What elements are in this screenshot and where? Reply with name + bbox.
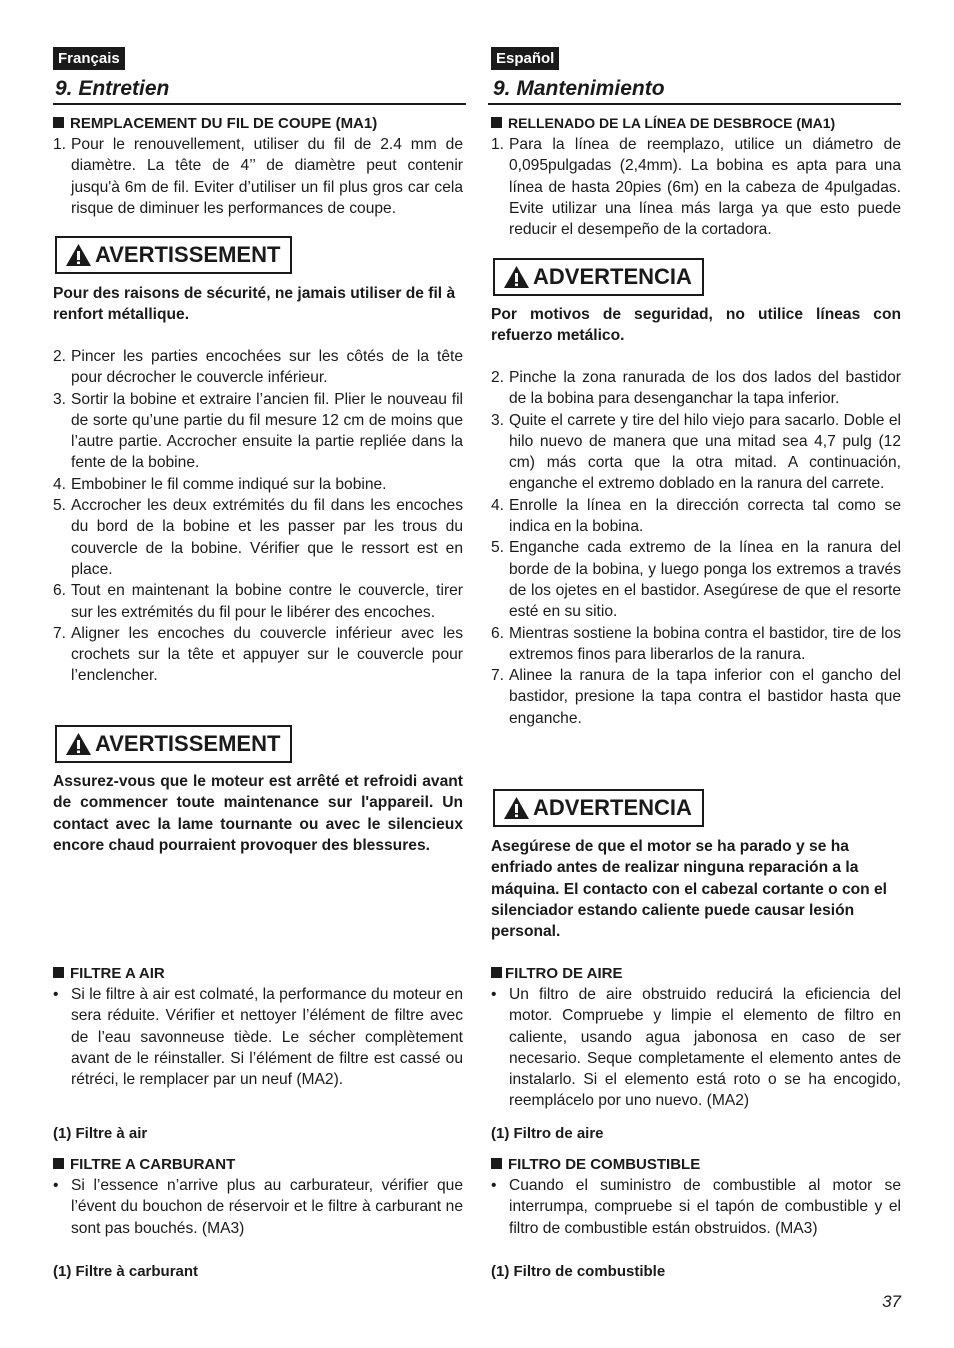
page-number: 37 [882,1292,901,1311]
warning-box: ADVERTENCIA [493,789,704,827]
line-replacement-section [53,113,463,219]
square-bullet-icon [491,1158,502,1169]
warning-triangle-icon [65,243,92,267]
step-1: 1. Pour le renouvellement, utiliser du fil de 2.4 mm de diamètre. La tête de 4’’ de diamètre peut contenir jusqu'à 6m de fil. Eviter d’utiliser un fil plus gros car cela risque de diminuer les performances de coupe. [53,136,463,217]
figure-caption: (1) Filtro de combustible [491,1263,666,1280]
step-5: 5. Accrocher les deux extrémités du fil dans les encoches du bord de la bobine et les passer par les trous du couvercle de la bobine. Vérifier que le ressort est en place. [53,497,463,578]
square-bullet-icon [53,967,64,978]
figure-caption: (1) Filtro de aire [491,1125,604,1142]
warning-triangle-icon [503,796,530,820]
section-heading: FILTRO DE AIRE [491,963,901,984]
language-tab: Español [491,47,559,70]
warning-text: Por motivos de seguridad, no utilice líneas con refuerzo metálico. [491,306,901,345]
warning-box: AVERTISSEMENT [55,725,292,763]
square-bullet-icon [53,117,64,128]
square-bullet-icon [53,1158,64,1169]
bullet-item: • Cuando el suministro de combustible al motor se interrumpa, compruebe si el tapón de combustible y el filtro de combustible están obstruidos. (MA3) [491,1177,901,1237]
air-filter-section [491,963,901,1112]
step-3: 3. Sortir la bobine et extraire l’ancien fil. Plier le nouveau fil de sorte qu’une partie du fil mesure 12 cm de moins que l’autre partie. Accrocher ensuite la partie repliée dans la fente de la bobine. [53,390,463,472]
line-refill-section [491,113,901,240]
step-6: 6. Mientras sostiene la bobina contra el bastidor, tire de los extremos finos para liberarlos de la ranura. [491,624,901,663]
step-7: 7. Aligner les encoches du couvercle inférieur avec les crochets sur la tête et appuyer sur le couvercle pour l’enclencher. [53,624,463,685]
title-rule [488,103,901,105]
language-tab: Français [53,47,125,70]
section-heading: FILTRE A AIR [53,963,463,984]
figure-caption: (1) Filtre à air [53,1125,148,1142]
square-bullet-icon [491,967,502,978]
warning-triangle-icon [503,265,530,289]
bullet-item: • Un filtro de aire obstruido reducirá la eficiencia del motor. Compruebe y limpie el elemento de filtro en caliente, usando agua jabonosa en caso de ser necesario. Seque completamente el elemento antes de instalarlo. Si el elemento está roto o se ha encogido, reemplácelo por uno nuevo. (MA2) [491,986,901,1110]
section-title: 9. Entretien [55,77,170,100]
step-1: 1. Para la línea de reemplazo, utilice un diámetro de 0,095pulgadas (2,4mm). La bobina es apta para una línea de hasta 20pies (6m) en la cabeza de 4pulgadas. Evite utilizar una línea más larga ya que esto puede reducir el desempeño de la cortadora. [491,136,901,239]
bullet-item: • Si le filtre à air est colmaté, la performance du moteur en sera réduite. Vérifier et nettoyer l’élément de filtre avec de l’eau savonneuse tiède. Le sécher complètement avant de le réinstaller. Si l’élément de filtre est cassé ou rétréci, le remplacer par un neuf (MA2). [53,986,463,1089]
air-filter-section [53,963,463,1090]
warning-box: AVERTISSEMENT [55,236,292,274]
warning-text: Asegúrese de que el motor se ha parado y se ha enfriado antes de realizar ninguna reparación a la máquina. El contacto con el cabezal cortante o con el silenciador estando caliente puede causar lesión personal. [491,838,888,941]
section-heading: FILTRO DE COMBUSTIBLE [491,1154,901,1175]
step-2: 2. Pincer les parties encochées sur les côtés de la tête pour décrocher le couvercle inférieur. [53,348,463,387]
fuel-filter-section [491,1154,901,1239]
fuel-filter-section [53,1154,463,1239]
bullet-item: • Si l’essence n’arrive plus au carburateur, vérifier que l’évent du bouchon de réservoir et le filtre à carburant ne sont pas bouchés. (MA3) [53,1177,463,1237]
warning-text: Assurez-vous que le moteur est arrêté et refroidi avant de commencer toute maintenance sur l'appareil. Un contact avec la lame tournante ou avec le silencieux encore chaud pourraient provoquer des blessures. [53,773,463,854]
warning-box: ADVERTENCIA [493,258,704,296]
step-6: 6. Tout en maintenant la bobine contre le couvercle, tirer sur les extrémités du fil pour le libérer des encoches. [53,582,463,621]
title-rule [53,103,466,105]
section-title: 9. Mantenimiento [493,77,665,100]
step-5: 5. Enganche cada extremo de la línea en la ranura del borde de la bobina, y luego ponga los extremos a través de los ojetes en el bastidor. Asegúrese de que el resorte esté en su sitio. [491,539,901,621]
step-3: 3. Quite el carrete y tire del hilo viejo para sacarlo. Doble el hilo nuevo de manera que una mitad sea 4,7 pulg (12 cm) más corta que la otra mitad. A continuación, enganche el extremo doblado en la ranura del carrete. [491,411,901,493]
step-2: 2. Pinche la zona ranurada de los dos lados del bastidor de la bobina para desenganchar la tapa inferior. [491,369,901,408]
square-bullet-icon [491,117,502,128]
section-heading: FILTRE A CARBURANT [53,1154,463,1175]
step-4: 4. Embobiner le fil comme indiqué sur la bobine. [53,475,387,493]
figure-caption: (1) Filtre à carburant [53,1263,199,1280]
warning-triangle-icon [65,732,92,756]
step-4: 4. Enrolle la línea en la dirección correcta tal como se indica en la bobina. [491,496,901,536]
steps-list [491,367,901,729]
step-7: 7. Alinee la ranura de la tapa inferior con el gancho del bastidor, presione la tapa contra el bastidor hasta que enganche. [491,667,901,727]
section-heading: REMPLACEMENT DU FIL DE COUPE (MA1) [53,113,463,134]
steps-list [53,346,463,687]
section-heading: RELLENADO DE LA LÍNEA DE DESBROCE (MA1) [491,113,901,134]
warning-text: Pour des raisons de sécurité, ne jamais utiliser de fil à renfort métallique. [53,285,456,324]
